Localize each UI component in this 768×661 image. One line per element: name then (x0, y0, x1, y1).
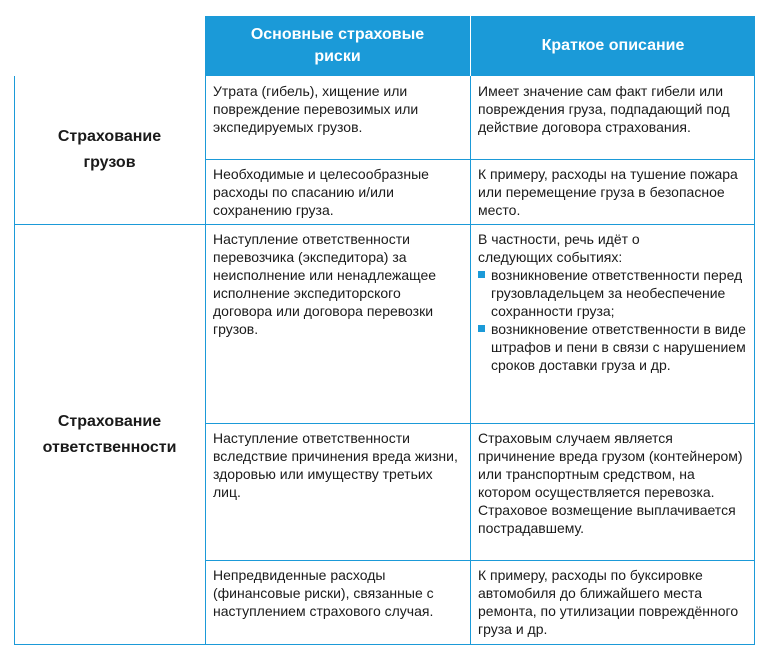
category-cargo (14, 76, 205, 224)
risk-text: Наступление ответственности перевозчика (экспедитора) за неисполнение или ненадлежащее исполнение экспедиторского договора или договора перевозки грузов. (213, 231, 437, 337)
header-description-label: Краткое описание (541, 37, 685, 54)
table-row-cargo-1-desc (470, 76, 755, 159)
insurance-risks-table (14, 16, 755, 645)
square-bullet-icon (478, 325, 485, 332)
desc-bullet-text: возникновение ответственности в виде штрафов и пени в связи с нарушением сроков доставки груза и др. (491, 321, 746, 373)
table-row-liability-2-risk (205, 423, 470, 560)
header-description (470, 16, 755, 76)
square-bullet-icon (478, 271, 485, 278)
header-risks (205, 16, 470, 76)
desc-text: Страховым случаем является причинение вреда грузом (контейнером) или транспортным средством, на котором осуществляется перевозка. Страховое возмещение выплачивается пострадавшему. (478, 430, 743, 536)
header-risks-label: Основные страховые риски (250, 26, 425, 65)
risk-text: Необходимые и целесообразные расходы по спасанию и/или сохранению груза. (213, 166, 429, 218)
category-cargo-label: Страхование грузов (57, 128, 162, 171)
table-row-cargo-2-risk (205, 159, 470, 224)
table-row-liability-3-risk (205, 560, 470, 645)
risk-text: Непредвиденные расходы (финансовые риски), связанные с наступлением страхового случая. (213, 567, 434, 619)
desc-bullet-text: возникновение ответственности перед грузовладельцем за необеспечение сохранности груза; (491, 267, 743, 319)
grid-line (205, 159, 755, 160)
category-liability-label: Страхование ответственности (42, 412, 177, 456)
risk-text: Наступление ответственности вследствие причинения вреда жизни, здоровью или имуществу третьих лиц. (213, 430, 458, 500)
grid-line (205, 423, 755, 424)
category-liability (14, 224, 205, 645)
grid-line (205, 560, 755, 561)
table-row-liability-1-desc (470, 224, 755, 423)
desc-text: К примеру, расходы по буксировке автомобиля до ближайшего места ремонта, по утилизации повреждённого груза и др. (478, 567, 739, 637)
table-row-liability-3-desc (470, 560, 755, 645)
grid-line (14, 76, 15, 645)
table-row-liability-2-desc (470, 423, 755, 560)
table-row-cargo-2-desc (470, 159, 755, 224)
desc-intro: В частности, речь идёт о следующих событиях: (478, 231, 640, 265)
table-row-liability-1-risk (205, 224, 470, 423)
table-row-cargo-1-risk (205, 76, 470, 159)
risk-text: Утрата (гибель), хищение или повреждение перевозимых или экспедируемых грузов. (213, 83, 419, 135)
desc-text: Имеет значение сам факт гибели или повреждения груза, подпадающий под действие договора страхования. (478, 83, 730, 135)
grid-line (14, 224, 755, 225)
desc-bullet-item (478, 266, 747, 320)
grid-line (14, 644, 755, 645)
desc-text: К примеру, расходы на тушение пожара или перемещение груза в безопасное место. (478, 166, 738, 218)
desc-bullet-item (478, 320, 747, 374)
